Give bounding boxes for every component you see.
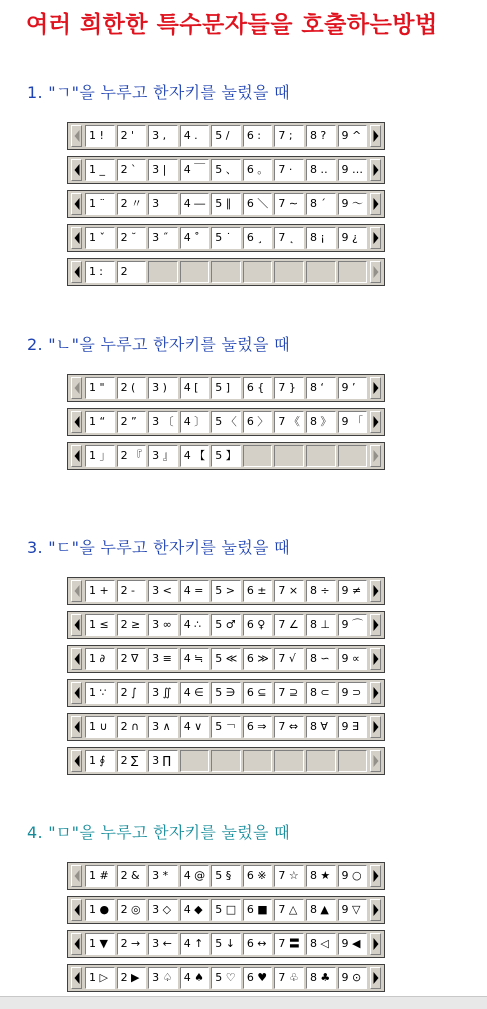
section-4-heading: 4. "ㅁ"을 누루고 한자키를 눌렀을 때 <box>27 823 290 842</box>
symbol-candidate-cell[interactable]: 2 ∑ <box>117 750 147 772</box>
symbol-candidate-cell[interactable]: 1 ∪ <box>85 716 115 738</box>
symbol-candidate-cell[interactable]: 8 ★ <box>306 865 336 887</box>
symbol-candidate-cell[interactable]: 4 〕 <box>180 411 210 433</box>
symbol-candidate-cell[interactable]: 7 ♧ <box>274 967 304 989</box>
hanja-candidate-bar <box>67 862 385 890</box>
symbol-candidate-cell[interactable]: 6 ≫ <box>243 648 273 670</box>
symbol-candidate-cell[interactable]: 3 ) <box>148 377 178 399</box>
symbol-candidate-cell[interactable]: 8 ⊂ <box>306 682 336 704</box>
symbol-candidate-cell[interactable]: 6 : <box>243 125 273 147</box>
next-page-arrow-icon[interactable] <box>370 614 381 636</box>
symbol-candidate-cell[interactable]: 4 ˚ <box>180 227 210 249</box>
prev-page-arrow-icon[interactable] <box>71 967 82 989</box>
symbol-candidate-cell[interactable]: 4 ― <box>180 193 210 215</box>
symbol-candidate-cell[interactable]: 6 ※ <box>243 865 273 887</box>
symbol-candidate-cell[interactable]: 9 ⊙ <box>338 967 368 989</box>
symbol-candidate-cell[interactable]: 7 《 <box>274 411 304 433</box>
next-page-arrow-icon[interactable] <box>370 648 381 670</box>
hanja-candidate-bar <box>67 224 385 252</box>
symbol-candidate-cell[interactable]: 3 ∧ <box>148 716 178 738</box>
symbol-candidate-cell[interactable]: 6 ■ <box>243 899 273 921</box>
next-page-arrow-icon[interactable] <box>370 716 381 738</box>
symbol-candidate-cell <box>306 445 336 467</box>
hanja-candidate-bar <box>67 122 385 150</box>
symbol-candidate-cell[interactable]: 4 ∴ <box>180 614 210 636</box>
symbol-candidate-cell[interactable]: 5 ] <box>211 377 241 399</box>
symbol-candidate-cell[interactable]: 1 ∮ <box>85 750 115 772</box>
symbol-candidate-cell[interactable]: 5 ∋ <box>211 682 241 704</box>
symbol-candidate-cell[interactable]: 3 | <box>148 159 178 181</box>
symbol-candidate-cell[interactable]: 3 ∏ <box>148 750 178 772</box>
symbol-candidate-cell[interactable]: 9 ◀ <box>338 933 368 955</box>
symbol-candidate-cell[interactable]: 9 ¿ <box>338 227 368 249</box>
next-page-arrow-icon[interactable] <box>370 899 381 921</box>
prev-page-arrow-icon[interactable] <box>71 411 82 433</box>
symbol-candidate-cell[interactable]: 6 〉 <box>243 411 273 433</box>
symbol-candidate-cell[interactable]: 5 ↓ <box>211 933 241 955</box>
prev-page-arrow-icon[interactable] <box>71 377 82 399</box>
prev-page-arrow-icon[interactable] <box>71 865 82 887</box>
symbol-candidate-cell[interactable]: 3 , <box>148 125 178 147</box>
next-page-arrow-icon[interactable] <box>370 227 381 249</box>
prev-page-arrow-icon[interactable] <box>71 682 82 704</box>
next-page-arrow-icon[interactable] <box>370 580 381 602</box>
symbol-candidate-cell[interactable]: 6 ⊆ <box>243 682 273 704</box>
hanja-candidate-bar <box>67 374 385 402</box>
symbol-candidate-cell[interactable]: 4 [ <box>180 377 210 399</box>
hanja-candidate-bar <box>67 442 385 470</box>
section-1-heading: 1. "ㄱ"을 누루고 한자키를 눌렀을 때 <box>27 83 290 102</box>
hanja-candidate-bar <box>67 156 385 184</box>
symbol-candidate-cell[interactable]: 9 ∝ <box>338 648 368 670</box>
symbol-candidate-cell[interactable]: 1 ● <box>85 899 115 921</box>
symbol-candidate-cell[interactable]: 5 、 <box>211 159 241 181</box>
symbol-candidate-cell[interactable]: 3 〔 <box>148 411 178 433</box>
symbol-candidate-cell <box>338 445 368 467</box>
symbol-candidate-cell[interactable]: 8 ∀ <box>306 716 336 738</box>
symbol-candidate-cell[interactable]: 2 ' <box>117 125 147 147</box>
symbol-candidate-cell[interactable]: 6 ↔ <box>243 933 273 955</box>
prev-page-arrow-icon[interactable] <box>71 261 82 283</box>
symbol-candidate-cell[interactable]: 2 ≥ <box>117 614 147 636</box>
symbol-candidate-cell[interactable]: 1 」 <box>85 445 115 467</box>
next-page-arrow-icon[interactable] <box>370 261 381 283</box>
next-page-arrow-icon[interactable] <box>370 445 381 467</box>
symbol-candidate-cell[interactable]: 9 … <box>338 159 368 181</box>
symbol-candidate-cell[interactable]: 9 「 <box>338 411 368 433</box>
symbol-candidate-cell[interactable]: 2 ◎ <box>117 899 147 921</box>
symbol-candidate-cell[interactable]: 6 。 <box>243 159 273 181</box>
symbol-candidate-cell[interactable]: 7 · <box>274 159 304 181</box>
prev-page-arrow-icon[interactable] <box>71 125 82 147</box>
symbol-candidate-cell[interactable]: 2 & <box>117 865 147 887</box>
symbol-candidate-cell[interactable]: 1 ▷ <box>85 967 115 989</box>
symbol-candidate-cell[interactable]: 3 * <box>148 865 178 887</box>
next-page-arrow-icon[interactable] <box>370 193 381 215</box>
symbol-candidate-cell[interactable]: 5 > <box>211 580 241 602</box>
symbol-candidate-cell[interactable]: 9 ○ <box>338 865 368 887</box>
symbol-candidate-cell[interactable]: 7 ⊇ <box>274 682 304 704</box>
hanja-candidate-bar <box>67 190 385 218</box>
symbol-candidate-cell[interactable]: 9 ’ <box>338 377 368 399</box>
symbol-candidate-cell[interactable]: 6 ⇒ <box>243 716 273 738</box>
bottom-rule <box>0 996 487 1009</box>
symbol-candidate-cell <box>338 261 368 283</box>
symbol-candidate-cell[interactable]: 8 ÷ <box>306 580 336 602</box>
symbol-candidate-cell[interactable]: 1 " <box>85 377 115 399</box>
prev-page-arrow-icon[interactable] <box>71 933 82 955</box>
hanja-candidate-bar <box>67 747 385 775</box>
prev-page-arrow-icon[interactable] <box>71 159 82 181</box>
symbol-candidate-cell[interactable]: 3 < <box>148 580 178 602</box>
symbol-candidate-cell[interactable]: 7 ∼ <box>274 193 304 215</box>
prev-page-arrow-icon[interactable] <box>71 716 82 738</box>
symbol-candidate-cell[interactable]: 4 ∈ <box>180 682 210 704</box>
symbol-candidate-cell[interactable]: 3 ˝ <box>148 227 178 249</box>
symbol-candidate-cell <box>338 750 368 772</box>
next-page-arrow-icon[interactable] <box>370 933 381 955</box>
symbol-candidate-cell[interactable]: 8 ◁ <box>306 933 336 955</box>
symbol-candidate-cell[interactable]: 2 ( <box>117 377 147 399</box>
symbol-candidate-cell <box>306 750 336 772</box>
hanja-candidate-bar <box>67 679 385 707</box>
symbol-candidate-cell[interactable]: 8 ‘ <box>306 377 336 399</box>
next-page-arrow-icon[interactable] <box>370 750 381 772</box>
symbol-candidate-cell[interactable]: 8 ♣ <box>306 967 336 989</box>
symbol-candidate-cell[interactable]: 9 ∃ <box>338 716 368 738</box>
symbol-candidate-cell <box>243 750 273 772</box>
symbol-candidate-cell[interactable]: 9 ⌒ <box>338 614 368 636</box>
symbol-candidate-cell[interactable]: 3 ← <box>148 933 178 955</box>
section-2-heading: 2. "ㄴ"을 누루고 한자키를 눌렀을 때 <box>27 335 290 354</box>
symbol-candidate-cell[interactable]: 6 ¸ <box>243 227 273 249</box>
symbol-candidate-cell <box>274 750 304 772</box>
symbol-candidate-cell[interactable]: 3 ∬ <box>148 682 178 704</box>
symbol-candidate-cell[interactable]: 5 ♡ <box>211 967 241 989</box>
symbol-candidate-cell[interactable]: 8 ¡ <box>306 227 336 249</box>
symbol-candidate-cell[interactable]: 2 ▶ <box>117 967 147 989</box>
symbol-candidate-cell[interactable]: 5 ≪ <box>211 648 241 670</box>
symbol-candidate-cell[interactable]: 8 ? <box>306 125 336 147</box>
symbol-candidate-cell <box>274 445 304 467</box>
symbol-candidate-cell[interactable]: 1 _ <box>85 159 115 181</box>
symbol-candidate-cell[interactable]: 1 ː <box>85 261 115 283</box>
symbol-candidate-cell[interactable]: 7 √ <box>274 648 304 670</box>
symbol-candidate-cell[interactable]: 7 ˛ <box>274 227 304 249</box>
symbol-candidate-cell[interactable]: 7 ; <box>274 125 304 147</box>
symbol-candidate-cell[interactable]: 9 ～ <box>338 193 368 215</box>
symbol-candidate-cell[interactable]: 4 ≒ <box>180 648 210 670</box>
prev-page-arrow-icon[interactable] <box>71 648 82 670</box>
symbol-candidate-cell[interactable]: 8 ‥ <box>306 159 336 181</box>
symbol-candidate-cell[interactable]: 6 ± <box>243 580 273 602</box>
next-page-arrow-icon[interactable] <box>370 967 381 989</box>
symbol-candidate-cell[interactable]: 1 “ <box>85 411 115 433</box>
symbol-candidate-cell[interactable]: 4 ♠ <box>180 967 210 989</box>
symbol-candidate-cell[interactable]: 2 ∇ <box>117 648 147 670</box>
symbol-candidate-cell[interactable]: 6 ♀ <box>243 614 273 636</box>
symbol-candidate-cell[interactable]: 1 ˇ <box>85 227 115 249</box>
next-page-arrow-icon[interactable] <box>370 865 381 887</box>
symbol-candidate-cell[interactable]: 9 ^ <box>338 125 368 147</box>
symbol-candidate-cell[interactable]: 5 〈 <box>211 411 241 433</box>
symbol-candidate-cell[interactable]: 6 { <box>243 377 273 399</box>
prev-page-arrow-icon[interactable] <box>71 750 82 772</box>
symbol-candidate-cell <box>274 261 304 283</box>
symbol-candidate-cell[interactable]: 1 + <box>85 580 115 602</box>
symbol-candidate-cell[interactable]: 9 ▽ <box>338 899 368 921</box>
symbol-candidate-cell[interactable]: 2 → <box>117 933 147 955</box>
symbol-candidate-cell[interactable]: 7 ☆ <box>274 865 304 887</box>
hanja-candidate-bar <box>67 577 385 605</box>
symbol-candidate-cell[interactable]: 5 □ <box>211 899 241 921</box>
symbol-candidate-cell[interactable]: 3 』 <box>148 445 178 467</box>
symbol-candidate-cell[interactable]: 7 } <box>274 377 304 399</box>
symbol-candidate-cell[interactable]: 4 @ <box>180 865 210 887</box>
hanja-candidate-bar <box>67 645 385 673</box>
hanja-candidate-bar <box>67 258 385 286</box>
symbol-candidate-cell[interactable]: 7 ∠ <box>274 614 304 636</box>
symbol-candidate-cell <box>243 261 273 283</box>
symbol-candidate-cell <box>243 445 273 467</box>
symbol-candidate-cell[interactable]: 3 ◇ <box>148 899 178 921</box>
symbol-candidate-cell[interactable]: 8 ∽ <box>306 648 336 670</box>
prev-page-arrow-icon[interactable] <box>71 899 82 921</box>
symbol-candidate-cell[interactable]: 2 〃 <box>117 193 147 215</box>
symbol-candidate-cell[interactable]: 5 ♂ <box>211 614 241 636</box>
symbol-candidate-cell[interactable]: 2 『 <box>117 445 147 467</box>
symbol-candidate-cell[interactable]: 1 # <box>85 865 115 887</box>
symbol-candidate-cell[interactable]: 5 / <box>211 125 241 147</box>
symbol-candidate-cell[interactable]: 5 ˙ <box>211 227 241 249</box>
symbol-candidate-cell <box>148 261 178 283</box>
symbol-candidate-cell[interactable]: 4 【 <box>180 445 210 467</box>
symbol-candidate-cell[interactable]: 7 △ <box>274 899 304 921</box>
symbol-candidate-cell[interactable]: 1 ▼ <box>85 933 115 955</box>
symbol-candidate-cell[interactable]: 5 ∥ <box>211 193 241 215</box>
symbol-candidate-cell[interactable]: 1 ∂ <box>85 648 115 670</box>
symbol-candidate-cell[interactable]: 6 ♥ <box>243 967 273 989</box>
hanja-candidate-bar <box>67 964 385 992</box>
symbol-candidate-cell <box>306 261 336 283</box>
symbol-candidate-cell <box>211 261 241 283</box>
symbol-candidate-cell[interactable]: 7 × <box>274 580 304 602</box>
hanja-candidate-bar <box>67 408 385 436</box>
symbol-candidate-cell[interactable]: 1 ∵ <box>85 682 115 704</box>
next-page-arrow-icon[interactable] <box>370 125 381 147</box>
symbol-candidate-cell[interactable]: 8 》 <box>306 411 336 433</box>
symbol-candidate-cell[interactable]: 3 <box>148 193 178 215</box>
symbol-candidate-cell[interactable]: 5 】 <box>211 445 241 467</box>
hanja-candidate-bar <box>67 896 385 924</box>
page-title: 여러 희한한 특수문자들을 호출하는방법 <box>26 12 438 38</box>
symbol-candidate-cell[interactable]: 7 ⇔ <box>274 716 304 738</box>
symbol-candidate-cell[interactable]: 1 ≤ <box>85 614 115 636</box>
symbol-candidate-cell[interactable]: 8 ▲ <box>306 899 336 921</box>
prev-page-arrow-icon[interactable] <box>71 445 82 467</box>
symbol-candidate-cell[interactable]: 2 ∩ <box>117 716 147 738</box>
section-3-heading: 3. "ㄷ"을 누루고 한자키를 눌렀을 때 <box>27 538 290 557</box>
hanja-candidate-bar <box>67 930 385 958</box>
symbol-candidate-cell[interactable]: 8 ´ <box>306 193 336 215</box>
symbol-candidate-cell[interactable]: 4 = <box>180 580 210 602</box>
next-page-arrow-icon[interactable] <box>370 682 381 704</box>
hanja-candidate-bar <box>67 713 385 741</box>
symbol-candidate-cell[interactable]: 3 ∞ <box>148 614 178 636</box>
symbol-candidate-cell[interactable]: 9 ≠ <box>338 580 368 602</box>
symbol-candidate-cell[interactable]: 2 ∫ <box>117 682 147 704</box>
next-page-arrow-icon[interactable] <box>370 159 381 181</box>
symbol-candidate-cell[interactable]: 2 <box>117 261 147 283</box>
prev-page-arrow-icon[interactable] <box>71 614 82 636</box>
symbol-candidate-cell[interactable]: 4 ∨ <box>180 716 210 738</box>
symbol-candidate-cell[interactable]: 4 ◆ <box>180 899 210 921</box>
symbol-candidate-cell[interactable]: 3 ≡ <box>148 648 178 670</box>
symbol-candidate-cell <box>180 261 210 283</box>
symbol-candidate-cell[interactable]: 9 ⊃ <box>338 682 368 704</box>
next-page-arrow-icon[interactable] <box>370 411 381 433</box>
symbol-candidate-cell[interactable]: 4 ↑ <box>180 933 210 955</box>
prev-page-arrow-icon[interactable] <box>71 227 82 249</box>
hanja-candidate-bar <box>67 611 385 639</box>
symbol-candidate-cell <box>211 750 241 772</box>
prev-page-arrow-icon[interactable] <box>71 580 82 602</box>
symbol-candidate-cell[interactable]: 7 〓 <box>274 933 304 955</box>
symbol-candidate-cell[interactable]: 3 ♤ <box>148 967 178 989</box>
prev-page-arrow-icon[interactable] <box>71 193 82 215</box>
symbol-candidate-cell[interactable]: 4 ￣ <box>180 159 210 181</box>
symbol-candidate-cell[interactable]: 2 - <box>117 580 147 602</box>
symbol-candidate-cell[interactable]: 2 ” <box>117 411 147 433</box>
symbol-candidate-cell[interactable]: 6 ＼ <box>243 193 273 215</box>
symbol-candidate-cell[interactable]: 1 ¨ <box>85 193 115 215</box>
symbol-candidate-cell[interactable]: 5 ￢ <box>211 716 241 738</box>
symbol-candidate-cell[interactable]: 1 ! <box>85 125 115 147</box>
symbol-candidate-cell[interactable]: 5 § <box>211 865 241 887</box>
symbol-candidate-cell[interactable]: 4 . <box>180 125 210 147</box>
symbol-candidate-cell[interactable]: 2 ` <box>117 159 147 181</box>
symbol-candidate-cell[interactable]: 2 ˘ <box>117 227 147 249</box>
next-page-arrow-icon[interactable] <box>370 377 381 399</box>
symbol-candidate-cell <box>180 750 210 772</box>
symbol-candidate-cell[interactable]: 8 ⊥ <box>306 614 336 636</box>
